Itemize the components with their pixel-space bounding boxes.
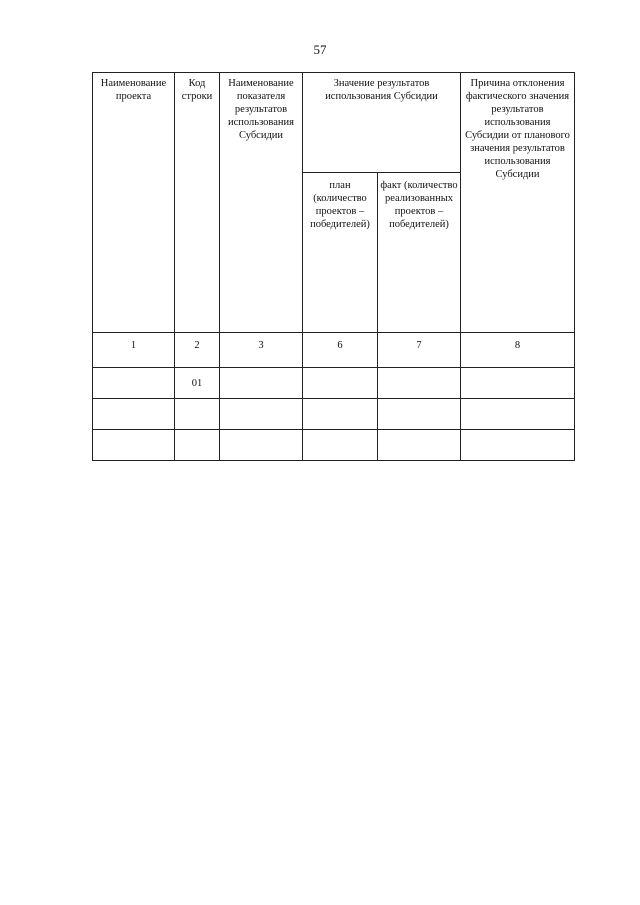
- header-project-name: Наименование проекта: [93, 73, 175, 333]
- table-cell: 01: [175, 368, 220, 399]
- page-number: 57: [313, 42, 327, 57]
- subsidy-results-table: [92, 72, 575, 461]
- table-cell: [378, 399, 461, 430]
- table-cell: [93, 399, 175, 430]
- table-cell: [93, 430, 175, 461]
- header-fact: факт (количество реализованных проектов – победителей): [378, 173, 461, 333]
- table-cell: [461, 430, 575, 461]
- column-number: 8: [461, 333, 575, 368]
- header-deviation-reason: Причина отклонения фактического значения результатов использования Субсидии от планового значения результатов использования Субсидии: [461, 73, 575, 333]
- table-cell: [303, 399, 378, 430]
- column-number: 2: [175, 333, 220, 368]
- column-numbers-row: [93, 333, 575, 368]
- table-row: [93, 399, 575, 430]
- table-cell: [461, 399, 575, 430]
- table-cell: [303, 368, 378, 399]
- table-cell: [378, 430, 461, 461]
- column-number: 6: [303, 333, 378, 368]
- column-number: 7: [378, 333, 461, 368]
- table-cell: [220, 430, 303, 461]
- column-number: 3: [220, 333, 303, 368]
- table-cell: [175, 430, 220, 461]
- table-cell: [378, 368, 461, 399]
- header-indicator-name: Наименование показателя результатов использования Субсидии: [220, 73, 303, 333]
- table-row: [93, 368, 575, 399]
- column-number: 1: [93, 333, 175, 368]
- table-cell: [461, 368, 575, 399]
- table-cell: [93, 368, 175, 399]
- table-cell: [220, 368, 303, 399]
- table-cell: [175, 399, 220, 430]
- table-row: [93, 430, 575, 461]
- table-cell: [303, 430, 378, 461]
- header-row-code: Код строки: [175, 73, 220, 333]
- table-cell: [220, 399, 303, 430]
- header-result-values: Значение результатов использования Субсидии: [303, 73, 461, 173]
- header-plan: план (количество проектов – победителей): [303, 173, 378, 333]
